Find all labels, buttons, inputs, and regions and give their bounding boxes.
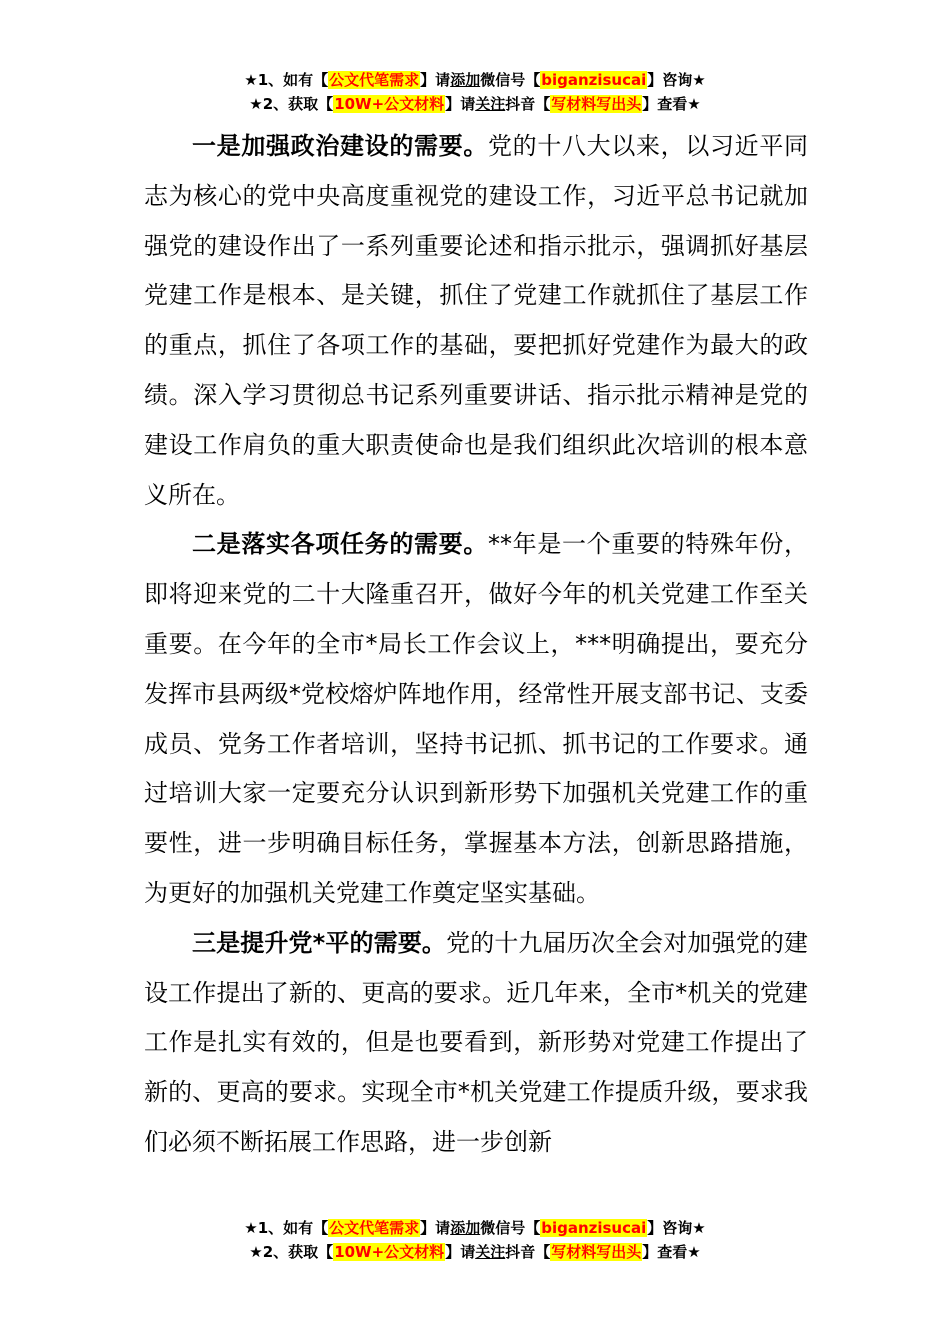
promo-line-2-prefix: ★2、获取【	[249, 1243, 334, 1261]
promo-underline-add: 添加	[450, 1219, 481, 1237]
promo-line-1-middle: 】请	[420, 1219, 451, 1237]
paragraph-text: 党的十九届历次全会对加强党的建设工作提出了新的、更高的要求。近几年来，全市*机关的党建工作是扎实有效的，但是也要看到，新形势对党建工作提出了新的、更高的要求。实现全市*机关党建工作提质升级，要求我们必须不断拓展工作思路，进一步创新	[144, 928, 808, 1156]
promo-highlight-materials: 10W+公文材料	[334, 1243, 445, 1261]
promo-line-1-middle-2: 微信号【	[480, 1219, 541, 1237]
paragraph-text: **年是一个重要的特殊年份，即将迎来党的二十大隆重召开，做好今年的机关党建工作至关重要。在今年的全市*局长工作会议上，***明确提出，要充分发挥市县两级*党校熔炉阵地作用，经常性开展支部书记、支委成员、党务工作者培训，坚持书记抓、抓书记的工作要求。通过培训大家一定要充分认识到新形势下加强机关党建工作的重要性，进一步明确目标任务，掌握基本方法，创新思路措施，为更好的加强机关党建工作奠定坚实基础。	[144, 530, 808, 907]
paragraph-political-building	[144, 122, 808, 520]
promo-highlight-douyin: 写材料写出头	[551, 1243, 642, 1261]
promo-highlight-service: 公文代笔需求	[329, 71, 420, 89]
promo-line-1-suffix: 】咨询★	[647, 1219, 706, 1237]
promo-line-1-prefix: ★1、如有【	[244, 71, 329, 89]
promo-line-1-middle-2: 微信号【	[480, 71, 541, 89]
promo-highlight-wechat-id: biganzisucai	[541, 1219, 647, 1237]
promo-line-1	[0, 68, 950, 92]
paragraph-heading: 一是加强政治建设的需要。	[192, 132, 488, 160]
promo-highlight-douyin: 写材料写出头	[551, 95, 642, 113]
promo-line-1	[0, 1216, 950, 1240]
document-body	[144, 122, 808, 1168]
promo-underline-follow: 关注	[475, 1243, 506, 1261]
paragraph-task-implementation	[144, 520, 808, 918]
promo-highlight-wechat-id: biganzisucai	[541, 71, 647, 89]
promo-underline-follow: 关注	[475, 95, 506, 113]
promo-banner-top	[0, 68, 950, 116]
promo-banner-bottom	[0, 1216, 950, 1264]
promo-highlight-service: 公文代笔需求	[329, 1219, 420, 1237]
promo-line-2-middle: 】请	[445, 95, 476, 113]
paragraph-heading: 三是提升党*平的需要。	[192, 928, 447, 957]
promo-line-2	[0, 1240, 950, 1264]
paragraph-text: 党的十八大以来，以习近平同志为核心的党中央高度重视党的建设工作，习近平总书记就加强党的建设作出了一系列重要论述和指示批示，强调抓好基层党建工作是根本、是关键，抓住了党建工作就抓住了基层工作的重点，抓住了各项工作的基础，要把抓好党建作为最大的政绩。深入学习贯彻总书记系列重要讲话、指示批示精神是党的建设工作肩负的重大职责使命也是我们组织此次培训的根本意义所在。	[144, 132, 808, 509]
promo-line-2-middle: 】请	[445, 1243, 476, 1261]
promo-line-2-suffix: 】查看★	[642, 1243, 701, 1261]
promo-line-1-middle: 】请	[420, 71, 451, 89]
promo-line-2	[0, 92, 950, 116]
paragraph-party-improvement	[144, 919, 808, 1168]
promo-line-1-suffix: 】咨询★	[647, 71, 706, 89]
promo-line-2-middle-2: 抖音【	[505, 95, 551, 113]
promo-line-1-prefix: ★1、如有【	[244, 1219, 329, 1237]
promo-line-2-suffix: 】查看★	[642, 95, 701, 113]
promo-line-2-prefix: ★2、获取【	[249, 95, 334, 113]
promo-highlight-materials: 10W+公文材料	[334, 95, 445, 113]
promo-underline-add: 添加	[450, 71, 481, 89]
promo-line-2-middle-2: 抖音【	[505, 1243, 551, 1261]
paragraph-heading: 二是落实各项任务的需要。	[192, 530, 488, 559]
